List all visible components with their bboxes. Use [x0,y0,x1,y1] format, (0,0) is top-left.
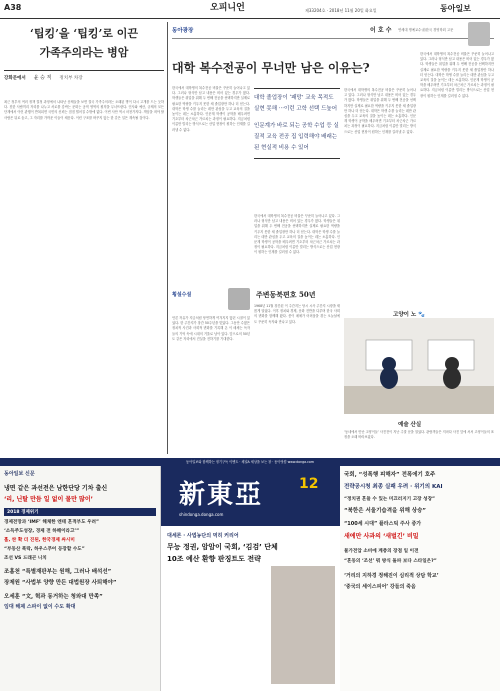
ad-right-item-0: 국회, “성폭행 피해자” 전폭에기 호주 [344,472,436,478]
main-body-col2: 한국에서 대학생의 복수전공 비율은 꾸준히 늘어나고 있다. 그러나 형식만 남고 내용은 비어 있는 경우가 많다. 학생들은 취업을 위해 두 번째 전공을 선택하지만 실제로 필요한 역량을 키우지 못한 채 졸업장만 하나 더 얻는다. 대학은 학생 수를 늘리는 데만 관심을 두고 교육의 질을 높이는 데는 소홀하다. 인문계 학생이 공학을 배우려면 기초부터 차근차근 가르치는 과정이 필요하다. 지금처럼 이름만 빌리는 방식으로는 산업 현장이 원하는 인재를 길러낼 수 없다. [254,214,340,255]
author-photo [468,22,490,46]
ad-right [340,466,500,691]
left-column [4,26,164,454]
ad-right-item-8: ‘거리의 지하경 정해진이 심리적 상담 학교’ [344,573,439,579]
ad-left-item-3: 경제전망과 ‘IMF’ 해체한 엔테 흔적부도 우려” [4,520,100,525]
cat-art-photo [344,318,494,414]
sub-photo [228,288,250,310]
ad-left-item-1: ‘리, 닌탈 만듬 일 없이 물만 많이’ [4,496,93,503]
ad-center-issue: 12 [299,476,319,492]
main-body-col3: 한국에서 대학생의 복수전공 비율은 꾸준히 늘어나고 있다. 그러나 형식만 남고 내용은 비어 있는 경우가 많다. 학생들은 취업을 위해 두 번째 전공을 선택하지만 실제로 필요한 역량을 키우지 못한 채 졸업장만 하나 더 얻는다. 대학은 학생 수를 늘리는 데만 관심을 두고 교육의 질을 높이는 데는 소홀하다. 인문계 학생이 공학을 배우려면 기초부터 차근차근 가르치는 과정이 필요하다. 지금처럼 이름만 빌리는 방식으로는 산업 현장이 원하는 인재를 길러낼 수 없다. [344,88,416,134]
ad-center-title: 新東亞 [179,480,264,510]
photo-caption: ‘동네에서 만난 고양이들’ 사진전이 지난 주말 문을 열었다. 관람객들은 저마다 사진 앞에 서서 고양이들의 표정을 오래 바라보았다. [344,430,494,440]
byline-name: 윤 승 직 [33,75,52,81]
ad-center-url: shindonga.donga.com [179,512,224,517]
sub-right-body: 1968년 11월 창간된 이 주간지는 당시 시사 주간지 시장을 새롭게 열었다. 이후 정치와 경제, 문화 전반을 다루며 한국 사회의 변화를 함께해 왔다. 종이 매체가 어려움을 겪는 오늘날에도 꾸준히 독자와 만나고 있다. [254,304,340,324]
photo-caption-title: 예술 산실 [398,422,422,428]
column-header [172,22,494,39]
photo-title: 고양이 노 🐾 [393,312,425,318]
sub-right-title: 주변동북편호 50년 [256,290,316,299]
ad-left-item-11: 임대 해제 스파이 없이 수도 확대 [4,604,76,610]
sub-left-label: 횡설수설 [172,292,192,298]
ad-right-item-9: ‘중국의 세이스피어’ 강들의 죽음 [344,584,416,590]
byline-title: 정치부 차장 [59,75,83,81]
column-label-donga: 동아광장 [172,28,194,34]
ad-right-item-2: “정치권 흔들 수 있는 미끄러지기 고장 성장” [344,497,436,502]
ad-center-item-1: 무능 정권, 암암이 국회, ‘김검’ 단체 [167,543,278,551]
ad-left-item-7: 조선 VS 드래곤 니치 [4,556,47,561]
column-label: 강화문에서 [4,75,26,81]
pullquote-box [254,88,340,206]
main-headline: 대학 복수전공이 무너만 남은 이유는? [172,61,370,75]
section-title: 오피니언 [210,3,245,13]
ad-left [0,466,160,691]
left-headline-2: 가족주의라는 병암 [39,46,129,59]
ad-right-item-4: “100세 시대” 플라스틱 주사 증가 [344,521,422,527]
ad-left-item-8: 조홈천 “특별재판부는 원해, 그러나 배석선” [4,569,112,575]
ad-left-logo: 동아일보 신문 [4,471,35,477]
author-name: 이 호 수 [370,27,392,34]
author-title: 연세대 명예교수·前한국 경영학회 고문 [398,28,454,32]
pullquote-1: 대학 졸업장이 ‘패망’ 교육 목적도 실현 못해 ···이런 고학 선택 드높어 [254,95,338,112]
left-body: 최근 정부의 여러 정책 결정 과정에서 나타난 문제들을 보면 결국 가족주의라는 오래된 병이 다시 고개를 드는 듯하다. 친한 사람끼리 자리를 나누고 서로를 감싸는 문화는 공적 영역의 원칙을 무너뜨린다. 인사와 예산, 규제의 모든 단계에서 이런 관행이 반복되면 국민의 신뢰는 점점 떨어질 수밖에 없다. 이번 사안 역시 마찬가지다. 책임을 져야 할 사람은 뒤로 숨고, 그 자리를 가까운 이들이 채운다. 이런 구조를 바꾸지 않는 한 같은 일은 계속될 것이다. [4,100,164,120]
ad-right-item-5: 새에만 사과의 ‘새벌긴’ 비밀 [344,533,419,540]
ad-right-item-3: “북한은 서울기습격을 위해 상승” [344,508,427,514]
ad-left-item-6: “부동산 폭락, 하우스푸어 등장할 수도” [4,547,85,552]
ad-left-item-2: 2018 경제위기 [4,508,156,516]
ad-center-item-2: 10조 예산 환향 판징트도 전략 [167,555,261,563]
dateline: 제33204호 · 2018년 11월 20일 화요일 [305,8,377,13]
main-body-col1: 한국에서 대학생의 복수전공 비율은 꾸준히 늘어나고 있다. 그러나 형식만 남고 내용은 비어 있는 경우가 많다. 학생들은 취업을 위해 두 번째 전공을 선택하지만 실제로 필요한 역량을 키우지 못한 채 졸업장만 하나 더 얻는다. 대학은 학생 수를 늘리는 데만 관심을 두고 교육의 질을 높이는 데는 소홀하다. 인문계 학생이 공학을 배우려면 기초부터 차근차근 가르치는 과정이 필요하다. 지금처럼 이름만 빌리는 방식으로는 산업 현장이 원하는 인재를 길러낼 수 없다. [172,86,250,132]
ad-center-photo [271,566,335,684]
ad-left-item-5: 홀, 싼 확 더 진된, 한국경제 싸시미 [4,538,75,543]
pullquote-2: 인문계가 바로 되는 공학 수업 등 실질적 교육 전공 집 입력해야 배래는 된 현실적 비용 수 있어 [254,123,339,151]
ad-left-item-0: 냉면 같은 과선전은 남한단당 기차 출신 [4,485,108,492]
ad-left-item-4: ‘소득주도성장, 경제 전 하해이라고’” [4,529,80,534]
ad-center-item-0: 대세론 · 사법농단의 먹히 커리어 [167,533,239,539]
ad-right-item-1: 전략공시청 최종 실패 우려 · 위기의 KAI [344,484,443,490]
ad-right-item-6: 물가전압 소비에 계층의 장점 일 이전 [344,549,419,554]
column-divider [167,22,168,454]
page-number: A38 [4,3,22,12]
ad-top-strip: 동아일보와 함께하는 정기구독 이벤트 · 채널A 세상을 보는 창 · 동아닷컴 www.donga.com [0,458,500,466]
sub-left-body: 언론 자유가 지금처럼 당연하게 여겨지지 않던 시절이 있었다. 한 주간지가 창간 50주년을 맞았다. 그동안 수많은 정치적 사건과 사회적 변화를 기록해 온 이 매체는 독자들의 기억 속에 시대의 거울로 남아 있다. 앞으로의 50년도 같은 자리에서 진실을 전하기를 기대한다. [172,316,250,341]
main-body-col4: 한국에서 대학생의 복수전공 비율은 꾸준히 늘어나고 있다. 그러나 형식만 남고 내용은 비어 있는 경우가 많다. 학생들은 취업을 위해 두 번째 전공을 선택하지만 실제로 필요한 역량을 키우지 못한 채 졸업장만 하나 더 얻는다. 대학은 학생 수를 늘리는 데만 관심을 두고 교육의 질을 높이는 데는 소홀하다. 인문계 학생이 공학을 배우려면 기초부터 차근차근 가르치는 과정이 필요하다. 지금처럼 이름만 빌리는 방식으로는 산업 현장이 원하는 인재를 길러낼 수 없다. [420,52,494,98]
left-headline-1: ‘팁킹’을 ‘팁킹’로 이끈 [30,27,138,40]
ad-left-item-10: 오세훈 “文, 혁과 동거하는 청와대 만족” [4,594,103,600]
masthead: 동아일보 [440,3,471,13]
ad-right-item-7: “혼동의 ‘조선’ 뭐 방식 돌파 보다 스타일은?” [344,559,437,564]
ad-center [160,466,342,691]
page-header [0,0,500,19]
ad-left-item-9: 장제원 “사법부 양향 만든 대법원장 사퇴해야” [4,580,117,586]
